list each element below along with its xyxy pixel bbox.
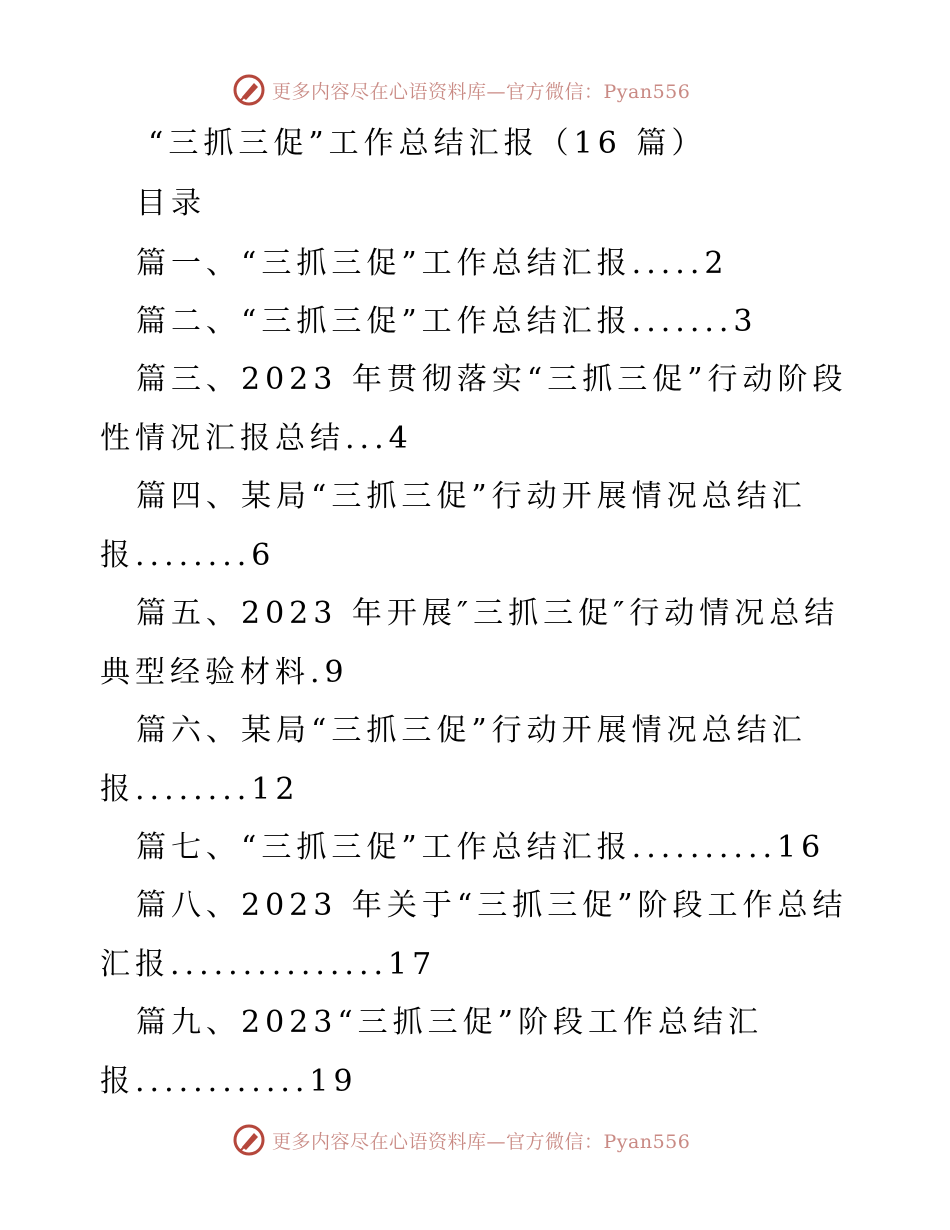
toc-entry: 篇六、某局“三抓三促”行动开展情况总结汇 (136, 713, 807, 748)
toc-entry-continuation: 报............19 (100, 1064, 358, 1099)
toc-entry-continuation: 性情况汇报总结...4 (100, 421, 413, 456)
pen-seal-logo-icon (232, 1123, 266, 1157)
pen-seal-logo-icon (232, 73, 266, 107)
document-title: “三抓三促”工作总结汇报（16 篇） (148, 126, 707, 161)
toc-entry-continuation: 典型经验材料.9 (100, 655, 349, 690)
toc-entry: 篇五、2023 年开展″三抓三促″行动情况总结 (136, 596, 840, 631)
toc-entry: 篇三、2023 年贯彻落实“三抓三促”行动阶段 (136, 362, 848, 397)
toc-entry: 篇八、2023 年关于“三抓三促”阶段工作总结 (136, 888, 848, 923)
toc-entry-continuation: 报........12 (100, 772, 300, 807)
watermark-text: 更多内容尽在心语资料库—官方微信：Pyan556 (272, 80, 691, 103)
watermark-text: 更多内容尽在心语资料库—官方微信：Pyan556 (272, 1130, 691, 1153)
toc-entry: 篇九、2023“三抓三促”阶段工作总结汇 (136, 1005, 764, 1040)
toc-entry: 篇二、“三抓三促”工作总结汇报.......3 (136, 304, 758, 339)
header-watermark (232, 70, 690, 110)
toc-entry-continuation: 汇报...............17 (100, 947, 437, 982)
toc-heading: 目录 (136, 186, 206, 221)
toc-entry: 篇一、“三抓三促”工作总结汇报.....2 (136, 246, 729, 281)
toc-entry-continuation: 报........6 (100, 538, 276, 573)
footer-watermark (232, 1120, 690, 1160)
toc-entry: 篇四、某局“三抓三促”行动开展情况总结汇 (136, 479, 807, 514)
toc-entry: 篇七、“三抓三促”工作总结汇报..........16 (136, 830, 826, 865)
